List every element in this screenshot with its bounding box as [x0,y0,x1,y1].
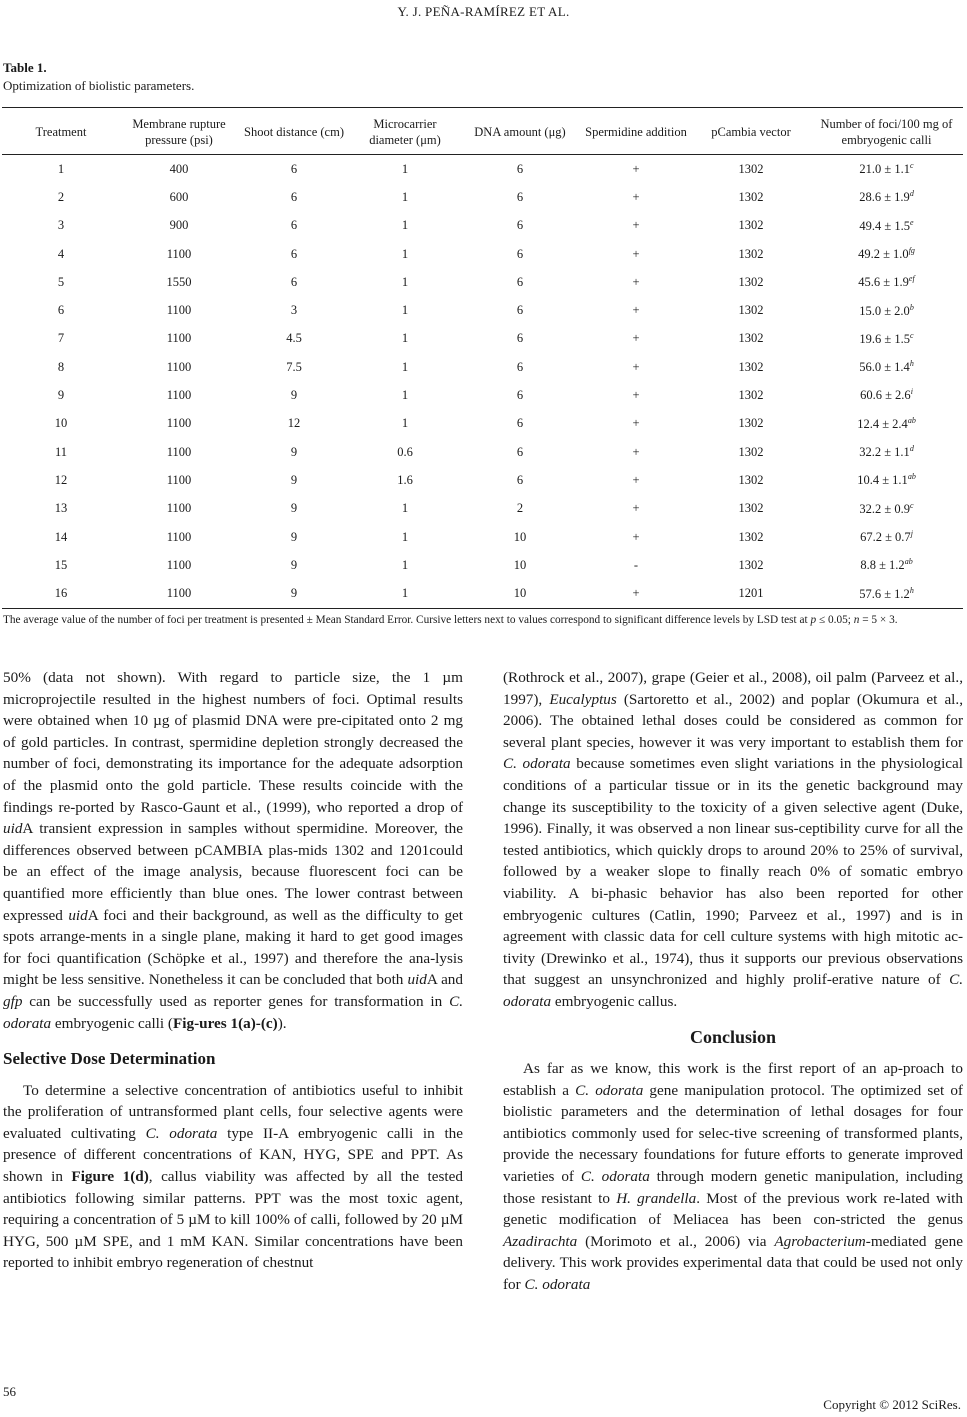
cell-foci [810,240,963,268]
significance-letter: d [909,444,914,454]
cell-distance: 6 [290,218,298,233]
cell-distance: 3 [290,303,298,318]
significance-letter: c [910,330,914,340]
cell-foci [810,579,963,608]
cell-distance: 9 [290,501,298,516]
significance-letter: ab [907,472,916,482]
cell-foci [810,495,963,523]
cell-treatment: 4 [57,246,65,261]
cell-distance: 4.5 [286,331,302,346]
paragraph: To determine a selective concentration of antibiotics useful to inhibit the proliferation of untransformed plant cells, four selective agents were evaluated cultivating C. odorata type II-A embryogenic calli in the presence of different concentrations of KAN, HYG, SPE and PPT. As shown in Figure 1(d), callus viability was affected by all the tested antibiotics following similar patterns. PPT was the most toxic agent, requiring a concentration of 5 µM to kill 100% of calli, followed by 20 µM HYG, 500 µM SPE, and 1 mM KAN. Similar concentrations have been reported to inhibit embryo regeneration of chestnut [3,1081,464,1272]
cell-treatment: 16 [2,579,120,608]
cell-vector: 1302 [738,557,764,572]
table-row [2,296,963,324]
cell-treatment: 12 [54,472,68,487]
paragraph: (Rothrock et al., 2007), grape (Geier et al., 2008), oil palm (Parveez et al., 1997), Eucalyptus (Sartoretto et al., 2002) and poplar (Okumura et al., 2006). The obtained lethal doses could be considered as common for several plant species, however it was very important to establish them for C. odorata because sometimes even slight variations in the physiological conditions of a particular tissue or in its the genetic background may change its susceptibility to the toxicity of a given selective agent (Duke, 1996). Finally, it was observed a non linear sus-ceptibility curve for all the tested antibiotics, which quickly drops to around 20% to 25% of survival, followed by a weaker slope to finally reach 0% of somatic embryo viability. A bi-phasic behavior has also been reported for other embryogenic cultures (Catlin, 1990; Parveez et al., 1997) and is in agreement with classic data for cell culture systems with high mitotic ac-tivity (Drewinko et al., 1974), thus it supports our previous observations that suggest an unsynchronized and highly prolif-erative nature of C. odorata embryogenic callus. [503,669,964,1010]
cell-foci [810,268,963,296]
cell-dna: 6 [516,331,524,346]
copyright-notice: Copyright © 2012 SciRes. [823,1397,961,1412]
cell-spermidine: + [632,274,640,289]
cell-diameter: 1 [401,388,409,403]
table-label: Table 1. [3,60,47,75]
significance-letter: d [909,189,914,199]
cell-pressure: 1100 [166,472,192,487]
cell-dna: 6 [516,161,524,176]
column-header-vector: pCambia vector [692,110,810,155]
cell-diameter: 1 [401,246,409,261]
cell-diameter: 1 [401,416,409,431]
significance-letter: c [910,500,914,510]
foci-value: 28.6 ± 1.9 [859,190,910,205]
left-column [3,667,463,1274]
page-number: 56 [3,1384,16,1399]
cell-treatment: 11 [54,444,68,459]
table-header-row [2,110,963,155]
significance-letter: b [909,302,914,312]
cell-diameter: 0.6 [397,444,413,459]
foci-value: 49.4 ± 1.5 [859,218,911,233]
cell-pressure: 1100 [166,501,192,516]
cell-vector: 1302 [738,416,764,431]
cell-spermidine: + [632,444,640,459]
table-row [2,438,963,466]
cell-distance: 9 [290,388,298,403]
cell-spermidine: + [632,416,640,431]
foci-value: 45.6 ± 1.9 [858,275,909,290]
cell-foci [810,325,963,353]
paragraph: 50% (data not shown). With regard to particle size, the 1 µm microprojectile resulted in the highest numbers of foci. Optimal results were obtained when 10 µg of plasmid DNA were pre-cipitated onto 2 mg of gold particles. In contrast, spermidine depletion strongly decreased the number of foci, demonstrating its importance for the adequate adsorption of the plasmid onto the gold particle. These results coincide with the findings re-ported by Rasco-Gaunt et al., (1999), who reported a drop of uidA transient expression in samples without spermidine. Moreover, the differences observed between pCAMBIA plas-mids 1302 and 1201could be an effect of the image analysis, because fluorescent foci can be quantified more efficiently than blue ones. The lower contrast between expressed uidA foci and their background, as well as the difficulty to get spots arrange-ments in a single plane, making it hard to get good images for foci quantification (Schöpke et al., 1997) and therefore the ana-lysis might be less sensitive. Nonetheless it can be concluded that both uidA and gfp can be successfully used as reporter genes for transformation in C. odorata embryogenic calli (Fig-ures 1(a)-(c)). [3,669,463,1032]
cell-treatment: 8 [57,359,65,374]
table-footnote: The average value of the number of foci per treatment is presented ± Mean Standard Error. Cursive letters next to values correspond to significant difference levels by LSD test at p ≤ 0.05; n = 5 × 3. [3,614,898,626]
cell-diameter: 1 [401,274,409,289]
cell-dna: 6 [516,218,524,233]
paragraph: As far as we know, this work is the first report of an ap-proach to establish a C. odorata gene manipulation protocol. The optimized set of biolistic parameters and the determination of lethal dosages for four antibiotics commonly used for selec-tive screening of transformed plants, provide the necessary foundations for future efforts to generate improved varieties of C. odorata through modern genetic manipulation, including those resistant to H. grandella. Most of the previous work re-lated with genetic modification of Meliacea has been con-stricted the genus Azadirachta (Morimoto et al., 2006) via Agrobacterium-mediated gene delivery. This work provides experimental data that could be used not only for C. odorata [503,1060,964,1294]
cell-vector: 1302 [738,501,764,516]
cell-dna: 6 [516,416,524,431]
cell-treatment: 15 [54,557,68,572]
table-row [2,212,963,240]
cell-vector: 1302 [738,274,764,289]
cell-foci [810,353,963,381]
cell-pressure: 1100 [166,416,192,431]
running-header: Y. J. PEÑA-RAMÍREZ ET AL. [397,4,570,19]
significance-letter: j [910,528,913,538]
cell-distance: 9 [290,444,298,459]
cell-dna: 2 [516,501,524,516]
cell-vector: 1302 [738,529,764,544]
table-row [2,155,963,184]
column-header-microcarrier-diameter: Microcarrier diameter (μm) [350,110,460,155]
cell-diameter: 1.6 [397,472,413,487]
cell-foci [810,296,963,324]
column-header-shoot-distance: Shoot distance (cm) [238,110,350,155]
foci-value: 57.6 ± 1.2 [859,586,910,601]
cell-diameter: 1 [350,579,460,608]
cell-distance: 7.5 [286,359,302,374]
cell-pressure: 1100 [166,529,192,544]
cell-treatment: 3 [57,218,65,233]
cell-pressure: 1100 [166,444,192,459]
cell-pressure: 1550 [166,274,192,289]
cell-vector: 1302 [738,359,764,374]
cell-diameter: 1 [401,303,409,318]
table-row [2,325,963,353]
cell-foci [810,551,963,579]
cell-treatment: 13 [54,501,68,516]
cell-spermidine: + [632,388,640,403]
foci-value: 10.4 ± 1.1 [857,473,908,488]
cell-distance: 9 [290,557,298,572]
cell-foci [810,212,963,240]
significance-letter: h [909,359,914,369]
cell-spermidine: + [580,579,692,608]
cell-dna: 6 [516,472,524,487]
cell-distance: 6 [290,189,298,204]
cell-distance: 9 [290,529,298,544]
cell-foci [810,155,963,184]
cell-dna: 6 [516,246,524,261]
cell-distance: 6 [290,161,298,176]
cell-treatment: 9 [57,388,65,403]
cell-dna: 6 [516,274,524,289]
cell-distance: 9 [290,472,298,487]
cell-pressure: 1100 [166,246,192,261]
section-heading-selective-dose: Selective Dose Determination [3,1049,216,1069]
cell-treatment: 10 [54,416,68,431]
cell-dna: 10 [513,529,527,544]
section-heading-conclusion: Conclusion [689,1026,777,1047]
cell-foci [810,466,963,494]
significance-letter: i [910,387,913,397]
column-header-foci: Number of foci/100 mg of embryogenic calli [810,110,963,155]
significance-letter: h [909,585,914,595]
cell-diameter: 1 [401,189,409,204]
column-header-treatment: Treatment [2,110,120,155]
cell-pressure: 600 [169,189,189,204]
cell-diameter: 1 [401,161,409,176]
cell-spermidine: + [632,472,640,487]
cell-distance: 12 [287,416,301,431]
cell-spermidine: + [632,529,640,544]
biolistic-parameters-table [2,110,963,609]
cell-vector: 1302 [738,161,764,176]
cell-spermidine: + [632,303,640,318]
cell-dna: 6 [516,359,524,374]
cell-spermidine: + [632,218,640,233]
cell-diameter: 1 [401,529,409,544]
cell-vector: 1302 [738,246,764,261]
cell-spermidine: - [633,557,639,572]
significance-letter: fg [908,245,915,255]
table-row [2,495,963,523]
cell-foci [810,410,963,438]
cell-dna: 6 [516,444,524,459]
cell-treatment: 5 [57,274,65,289]
cell-pressure: 1100 [166,359,192,374]
cell-treatment: 2 [57,189,65,204]
table-body [2,155,963,609]
table-top-rule [2,107,963,108]
table-row [2,551,963,579]
cell-vector: 1302 [738,472,764,487]
cell-pressure: 900 [169,218,189,233]
cell-pressure: 1100 [166,388,192,403]
foci-value: 12.4 ± 2.4 [857,416,908,431]
significance-letter: ab [904,557,913,567]
cell-dna: 10 [460,579,580,608]
cell-vector: 1302 [738,331,764,346]
cell-diameter: 1 [401,331,409,346]
cell-treatment: 14 [54,529,68,544]
table-row [2,410,963,438]
cell-treatment: 7 [57,331,65,346]
cell-distance: 9 [238,579,350,608]
cell-distance: 6 [290,274,298,289]
cell-diameter: 1 [401,359,409,374]
cell-vector: 1201 [692,579,810,608]
significance-letter: e [910,217,914,227]
table-row [2,268,963,296]
cell-dna: 6 [516,388,524,403]
table-row [2,240,963,268]
significance-letter: ab [907,415,916,425]
column-header-spermidine: Spermidine addition [580,110,692,155]
cell-dna: 10 [513,557,527,572]
table-row [2,381,963,409]
cell-diameter: 1 [401,501,409,516]
cell-dna: 6 [516,303,524,318]
cell-pressure: 400 [169,161,189,176]
cell-pressure: 1100 [166,331,192,346]
cell-pressure: 1100 [166,303,192,318]
foci-value: 56.0 ± 1.4 [859,360,910,375]
foci-value: 49.2 ± 1.0 [858,247,909,262]
foci-value: 15.0 ± 2.0 [859,303,910,318]
cell-diameter: 1 [401,557,409,572]
table-caption: Optimization of biolistic parameters. [3,78,195,93]
significance-letter: ef [908,274,915,284]
cell-treatment: 1 [57,161,65,176]
foci-value: 32.2 ± 0.9 [859,501,911,516]
cell-diameter: 1 [401,218,409,233]
cell-foci [810,523,963,551]
cell-spermidine: + [632,246,640,261]
cell-foci [810,183,963,211]
cell-treatment: 6 [57,303,65,318]
table-row [2,523,963,551]
cell-spermidine: + [632,331,640,346]
cell-dna: 6 [516,189,524,204]
cell-foci [810,438,963,466]
cell-foci [810,381,963,409]
cell-pressure: 1100 [166,557,192,572]
table-row [2,579,963,608]
column-header-pressure: Membrane rupture pressure (psi) [120,110,238,155]
cell-pressure: 1100 [120,579,238,608]
cell-vector: 1302 [738,303,764,318]
table-row [2,353,963,381]
foci-value: 8.8 ± 1.2 [860,558,905,573]
table-row [2,183,963,211]
cell-spermidine: + [632,501,640,516]
right-column [503,667,963,1296]
foci-value: 19.6 ± 1.5 [859,332,911,346]
cell-spermidine: + [632,189,640,204]
cell-vector: 1302 [738,218,764,233]
cell-vector: 1302 [738,388,764,403]
table-row [2,466,963,494]
cell-distance: 6 [290,246,298,261]
significance-letter: c [910,161,914,171]
cell-spermidine: + [632,359,640,374]
cell-vector: 1302 [738,444,764,459]
foci-value: 21.0 ± 1.1 [859,162,911,177]
cell-spermidine: + [632,161,640,176]
foci-value: 67.2 ± 0.7 [860,530,911,545]
foci-value: 60.6 ± 2.6 [860,388,911,403]
cell-vector: 1302 [738,189,764,204]
column-header-dna-amount: DNA amount (μg) [460,110,580,155]
foci-value: 32.2 ± 1.1 [859,445,910,460]
